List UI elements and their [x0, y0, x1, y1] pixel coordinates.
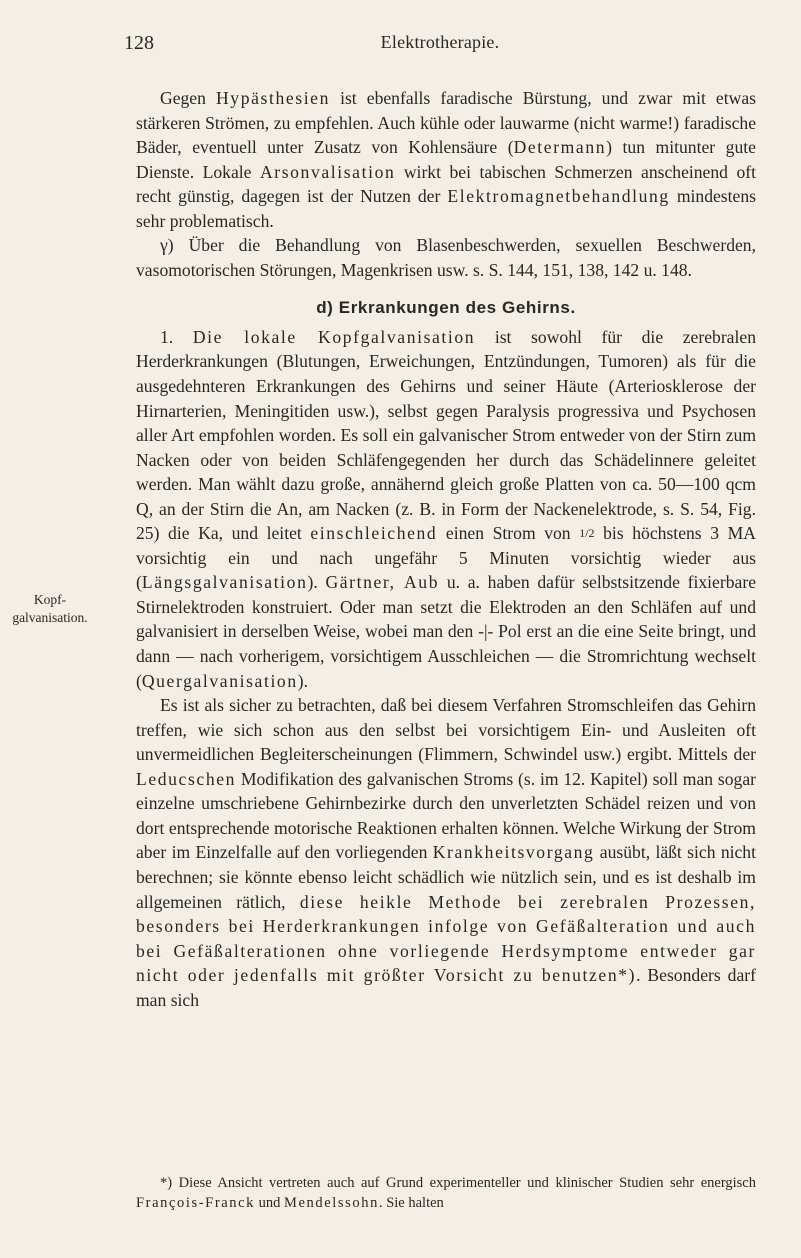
- author-name: François-Franck: [136, 1195, 256, 1211]
- emphasis-term: Quergalvanisation: [141, 670, 298, 691]
- emphasis-term: Hypästhesien: [216, 88, 330, 108]
- emphasis-term: Elektromagnetbehandlung: [447, 186, 670, 207]
- emphasis-term: Arsonvalisation: [259, 161, 396, 182]
- author-name: Leducschen: [136, 768, 237, 789]
- text-run: bis höchstens 3 MA vorsichtig ein und nach ungefähr 5 Minuten vorsichtig wieder aus (: [136, 523, 756, 593]
- paragraph-gamma: γ) Über die Behandlung von Blasenbeschwerden, sexuellen Beschwerden, vasomotorischen Störungen, Magenkrisen usw. s. S. 144, 151, 138, 142 u. 148.: [136, 235, 756, 280]
- text-run: ).: [307, 572, 326, 593]
- emphasis-passage: diese heikle Methode bei zerebralen Prozessen, besonders bei Herderkrankungen infolge von Gefäßalteration und auch bei Gefäßalterationen ohne vorliegende Herdsymptome entweder gar nicht oder jedenfalls mit größter Vorsicht zu benutzen*): [136, 891, 756, 986]
- paragraph-hypaesthesien: [136, 86, 756, 233]
- text-run: . Sie halten: [378, 1195, 444, 1211]
- text-run: Modifikation des galvanischen Stroms (s. im 12. Kapitel) soll man sogar einzelne umschriebene Gehirnbezirke durch den unverletzten Schädel reizen und von dort entsprechende motorische Reaktionen erhalten können. Welche Wirkung der Strom aber im Einzelfalle auf den vorliegenden: [136, 768, 756, 863]
- running-head: Elektrotherapie.: [380, 32, 500, 52]
- fraction: 1/2: [579, 526, 595, 541]
- text-run: ) tun mitunter gute Dienste. Lokale: [136, 137, 756, 182]
- text-run: ).: [297, 670, 308, 691]
- text-run: ist sowohl für die zerebralen Herderkrankungen (Blutungen, Erweichungen, Entzündungen, Tumoren) als für die ausgedehnteren Erkrankungen des Gehirns und seiner Häute (Arteriosklerose der Hirnarterien, Meningitiden usw.), selbst gegen Paralysis progressiva und Psychosen aller Art empfohlen worden. Es soll ein galvanischer Strom entweder von der Stirn zum Nacken oder von beiden Schläfengegenden her durch das Schädelinnere geleitet werden. Man wählt dazu große, annähernd gleich große Platten von ca. 50—100 qcm Q, an der Stirn die An, am Nacken (z. B. in Form der Nackenelektrode, s. S. 54, Fig. 25) die Ka, und leitet: [136, 326, 756, 544]
- paragraph-kopfgalvanisation: [136, 325, 756, 693]
- text-run: ist ebenfalls faradische Bürstung, und zwar mit etwas stärkeren Strömen, zu empfehlen. Auch kühle oder lauwarme (nicht warme!) faradische Bäder, eventuell unter Zusatz von Kohlensäure (: [136, 88, 756, 158]
- emphasis-term: Die lokale Kopfgalvanisation: [192, 326, 476, 347]
- text-run: einen Strom von: [437, 523, 580, 544]
- text-run: ausübt, läßt sich nicht berechnen; sie könnte ebenso leicht schädlich wie nützlich sein, und es ist deshalb im allgemeinen rätlich,: [136, 842, 756, 912]
- author-name: Gärtner, Aub: [325, 572, 440, 593]
- emphasis-term: einschleichend: [310, 523, 438, 544]
- text-run: wirkt bei tabischen Schmerzen anscheinend oft recht günstig, dagegen ist der Nutzen der: [136, 161, 756, 207]
- text-run: . Besonders darf man sich: [136, 965, 756, 1010]
- paragraph-stromschleifen: [136, 693, 756, 1012]
- body-text: [136, 86, 756, 1012]
- text-run: u. a. haben dafür selbstsitzende fixierbare Stirnelektroden konstruiert. Oder man setzt die Elektroden an den Schläfen auf und galvanisiert in derselben Weise, wobei man den -|- Pol erst an die eine Seite bringt, und dann — nach vorherigem, vorsichtigem Ausschleichen — die Stromrichtung wechselt (: [136, 572, 756, 691]
- text-run: Gegen: [160, 88, 216, 108]
- page-number: 128: [124, 32, 154, 54]
- margin-note: Kopf-galvanisation.: [12, 592, 88, 625]
- text-run: 1.: [160, 326, 193, 347]
- emphasis-term: Längsgalvanisation: [141, 572, 308, 593]
- section-heading: d) Erkrankungen des Gehirns.: [316, 298, 576, 318]
- footnote: [136, 1173, 756, 1213]
- author-name: Mendelssohn: [284, 1195, 379, 1211]
- text-run: und: [255, 1195, 285, 1211]
- text-run: Es ist als sicher zu betrachten, daß bei diesem Verfahren Stromschleifen das Gehirn treffen, wie sich schon aus den selbst bei vorsichtigem Ein- und Ausleiten oft unvermeidlichen Begleiterscheinungen (Flimmern, Schwindel usw.) ergibt. Mittels der: [136, 695, 756, 765]
- text-run: *) Diese Ansicht vertreten auch auf Grund experimenteller und klinischer Studien sehr energisch: [160, 1175, 756, 1191]
- author-name: Determann: [513, 137, 607, 158]
- text-run: mindestens sehr problematisch.: [136, 186, 756, 231]
- emphasis-term: Krankheitsvorgang: [432, 842, 595, 863]
- page-header: [124, 32, 756, 62]
